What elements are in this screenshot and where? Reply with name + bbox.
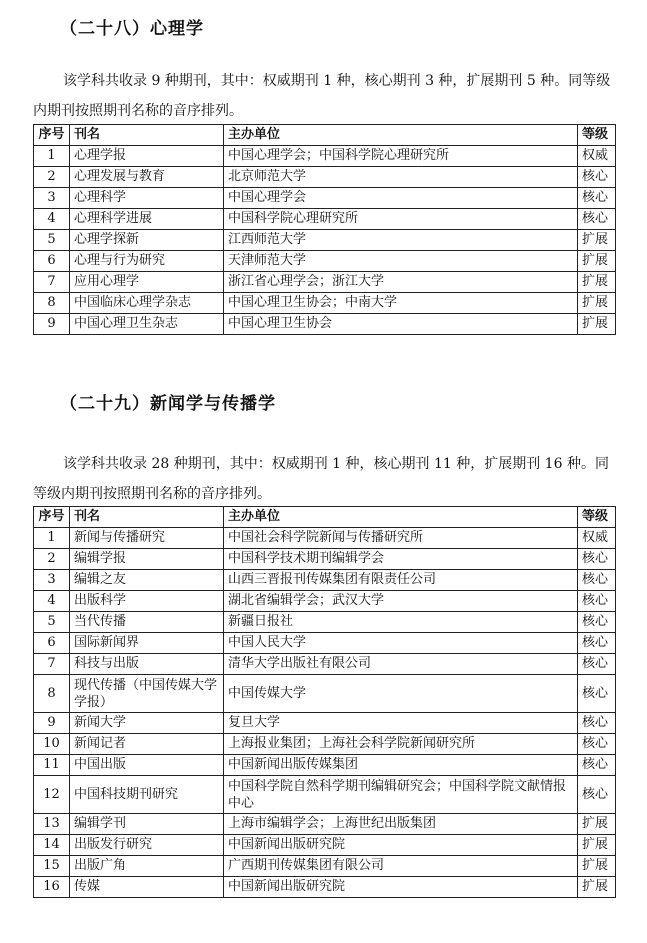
header-name: 刊名 bbox=[70, 125, 224, 146]
cell-level: 核心 bbox=[578, 713, 616, 734]
cell-organizer: 新疆日报社 bbox=[224, 612, 578, 633]
table-row bbox=[34, 713, 616, 734]
cell-level: 核心 bbox=[578, 633, 616, 654]
cell-level: 权威 bbox=[578, 528, 616, 549]
table-row bbox=[34, 654, 616, 675]
cell-journal-name: 中国心理卫生杂志 bbox=[70, 314, 224, 335]
cell-no: 10 bbox=[34, 734, 70, 755]
cell-organizer: 广西期刊传媒集团有限公司 bbox=[224, 856, 578, 877]
cell-organizer: 清华大学出版社有限公司 bbox=[224, 654, 578, 675]
cell-organizer: 中国心理卫生协会 bbox=[224, 314, 578, 335]
cell-no: 6 bbox=[34, 633, 70, 654]
cell-level: 扩展 bbox=[578, 856, 616, 877]
cell-organizer: 中国新闻出版研究院 bbox=[224, 877, 578, 898]
table-header-row bbox=[34, 507, 616, 528]
cell-organizer: 上海报业集团；上海社会科学院新闻研究所 bbox=[224, 734, 578, 755]
table-header-row bbox=[34, 125, 616, 146]
cell-journal-name: 编辑学报 bbox=[70, 549, 224, 570]
cell-organizer: 江西师范大学 bbox=[224, 230, 578, 251]
cell-no: 14 bbox=[34, 835, 70, 856]
table-row bbox=[34, 633, 616, 654]
cell-organizer: 中国传媒大学 bbox=[224, 675, 578, 713]
cell-level: 核心 bbox=[578, 549, 616, 570]
cell-level: 扩展 bbox=[578, 835, 616, 856]
cell-level: 扩展 bbox=[578, 293, 616, 314]
cell-no: 6 bbox=[34, 251, 70, 272]
cell-level: 扩展 bbox=[578, 230, 616, 251]
header-level: 等级 bbox=[578, 125, 616, 146]
table-row bbox=[34, 835, 616, 856]
cell-journal-name: 出版科学 bbox=[70, 591, 224, 612]
journal-table-psychology bbox=[33, 124, 616, 335]
cell-journal-name: 当代传播 bbox=[70, 612, 224, 633]
table-row bbox=[34, 734, 616, 755]
cell-level: 扩展 bbox=[578, 272, 616, 293]
cell-organizer: 山西三晋报刊传媒集团有限责任公司 bbox=[224, 570, 578, 591]
cell-journal-name: 中国临床心理学杂志 bbox=[70, 293, 224, 314]
cell-journal-name: 编辑学刊 bbox=[70, 814, 224, 835]
cell-organizer: 中国社会科学院新闻与传播研究所 bbox=[224, 528, 578, 549]
cell-level: 核心 bbox=[578, 188, 616, 209]
cell-journal-name: 应用心理学 bbox=[70, 272, 224, 293]
table-row bbox=[34, 549, 616, 570]
header-level: 等级 bbox=[578, 507, 616, 528]
section-title-journalism: （二十九）新闻学与传播学 bbox=[60, 394, 276, 414]
cell-level: 扩展 bbox=[578, 251, 616, 272]
cell-organizer: 中国心理学会；中国科学院心理研究所 bbox=[224, 146, 578, 167]
table-row bbox=[34, 755, 616, 776]
cell-no: 7 bbox=[34, 272, 70, 293]
cell-no: 15 bbox=[34, 856, 70, 877]
cell-journal-name: 新闻大学 bbox=[70, 713, 224, 734]
cell-no: 12 bbox=[34, 776, 70, 814]
cell-journal-name: 编辑之友 bbox=[70, 570, 224, 591]
cell-level: 扩展 bbox=[578, 814, 616, 835]
cell-level: 核心 bbox=[578, 734, 616, 755]
cell-no: 11 bbox=[34, 755, 70, 776]
cell-no: 5 bbox=[34, 230, 70, 251]
cell-journal-name: 心理科学 bbox=[70, 188, 224, 209]
cell-level: 核心 bbox=[578, 570, 616, 591]
cell-no: 8 bbox=[34, 293, 70, 314]
cell-organizer: 中国人民大学 bbox=[224, 633, 578, 654]
cell-level: 核心 bbox=[578, 209, 616, 230]
cell-level: 核心 bbox=[578, 591, 616, 612]
cell-level: 核心 bbox=[578, 776, 616, 814]
cell-organizer: 复旦大学 bbox=[224, 713, 578, 734]
header-no: 序号 bbox=[34, 507, 70, 528]
header-no: 序号 bbox=[34, 125, 70, 146]
table-row bbox=[34, 570, 616, 591]
cell-no: 2 bbox=[34, 549, 70, 570]
cell-no: 3 bbox=[34, 570, 70, 591]
header-org: 主办单位 bbox=[224, 507, 578, 528]
cell-organizer: 天津师范大学 bbox=[224, 251, 578, 272]
table-row bbox=[34, 314, 616, 335]
cell-no: 8 bbox=[34, 675, 70, 713]
cell-journal-name: 科技与出版 bbox=[70, 654, 224, 675]
table-row bbox=[34, 188, 616, 209]
cell-level: 核心 bbox=[578, 654, 616, 675]
section-title-psychology: （二十八）心理学 bbox=[60, 19, 204, 39]
cell-organizer: 中国新闻出版传媒集团 bbox=[224, 755, 578, 776]
cell-organizer: 中国新闻出版研究院 bbox=[224, 835, 578, 856]
cell-no: 3 bbox=[34, 188, 70, 209]
section-intro-journalism: 该学科共收录 28 种期刊，其中：权威期刊 1 种，核心期刊 11 种，扩展期刊 16 种。同等级内期刊按照期刊名称的音序排列。 bbox=[33, 456, 609, 502]
cell-journal-name: 心理与行为研究 bbox=[70, 251, 224, 272]
table-row bbox=[34, 528, 616, 549]
cell-no: 2 bbox=[34, 167, 70, 188]
section-intro-psychology: 该学科共收录 9 种期刊，其中：权威期刊 1 种，核心期刊 3 种，扩展期刊 5 种。同等级内期刊按照期刊名称的音序排列。 bbox=[33, 73, 611, 119]
cell-organizer: 中国心理卫生协会；中南大学 bbox=[224, 293, 578, 314]
cell-no: 16 bbox=[34, 877, 70, 898]
cell-no: 9 bbox=[34, 713, 70, 734]
cell-level: 核心 bbox=[578, 755, 616, 776]
cell-organizer: 浙江省心理学会；浙江大学 bbox=[224, 272, 578, 293]
table-row bbox=[34, 856, 616, 877]
cell-journal-name: 国际新闻界 bbox=[70, 633, 224, 654]
cell-level: 核心 bbox=[578, 167, 616, 188]
cell-no: 9 bbox=[34, 314, 70, 335]
cell-journal-name: 心理学报 bbox=[70, 146, 224, 167]
cell-organizer: 湖北省编辑学会；武汉大学 bbox=[224, 591, 578, 612]
cell-journal-name: 心理学探新 bbox=[70, 230, 224, 251]
cell-level: 扩展 bbox=[578, 877, 616, 898]
cell-level: 权威 bbox=[578, 146, 616, 167]
cell-no: 5 bbox=[34, 612, 70, 633]
table-row bbox=[34, 675, 616, 713]
journal-table-journalism bbox=[33, 506, 616, 898]
cell-organizer: 中国科学院自然科学期刊编辑研究会；中国科学院文献情报中心 bbox=[224, 776, 578, 814]
table-row bbox=[34, 146, 616, 167]
cell-journal-name: 出版发行研究 bbox=[70, 835, 224, 856]
cell-level: 核心 bbox=[578, 675, 616, 713]
table-row bbox=[34, 167, 616, 188]
cell-journal-name: 新闻记者 bbox=[70, 734, 224, 755]
cell-organizer: 中国科学院心理研究所 bbox=[224, 209, 578, 230]
cell-no: 1 bbox=[34, 146, 70, 167]
cell-no: 4 bbox=[34, 591, 70, 612]
table-row bbox=[34, 814, 616, 835]
table-row bbox=[34, 251, 616, 272]
table-row bbox=[34, 776, 616, 814]
cell-organizer: 北京师范大学 bbox=[224, 167, 578, 188]
table-row bbox=[34, 230, 616, 251]
table-row bbox=[34, 293, 616, 314]
cell-journal-name: 心理科学进展 bbox=[70, 209, 224, 230]
cell-level: 扩展 bbox=[578, 314, 616, 335]
cell-no: 13 bbox=[34, 814, 70, 835]
cell-journal-name: 新闻与传播研究 bbox=[70, 528, 224, 549]
cell-journal-name: 出版广角 bbox=[70, 856, 224, 877]
header-name: 刊名 bbox=[70, 507, 224, 528]
table-row bbox=[34, 272, 616, 293]
cell-organizer: 中国科学技术期刊编辑学会 bbox=[224, 549, 578, 570]
cell-no: 7 bbox=[34, 654, 70, 675]
table-row bbox=[34, 591, 616, 612]
cell-journal-name: 心理发展与教育 bbox=[70, 167, 224, 188]
cell-organizer: 上海市编辑学会；上海世纪出版集团 bbox=[224, 814, 578, 835]
cell-journal-name: 传媒 bbox=[70, 877, 224, 898]
cell-journal-name: 中国科技期刊研究 bbox=[70, 776, 224, 814]
table-row bbox=[34, 612, 616, 633]
cell-no: 1 bbox=[34, 528, 70, 549]
cell-journal-name: 中国出版 bbox=[70, 755, 224, 776]
table-row bbox=[34, 877, 616, 898]
header-org: 主办单位 bbox=[224, 125, 578, 146]
cell-level: 核心 bbox=[578, 612, 616, 633]
cell-organizer: 中国心理学会 bbox=[224, 188, 578, 209]
cell-no: 4 bbox=[34, 209, 70, 230]
table-row bbox=[34, 209, 616, 230]
cell-journal-name: 现代传播（中国传媒大学学报） bbox=[70, 675, 224, 713]
